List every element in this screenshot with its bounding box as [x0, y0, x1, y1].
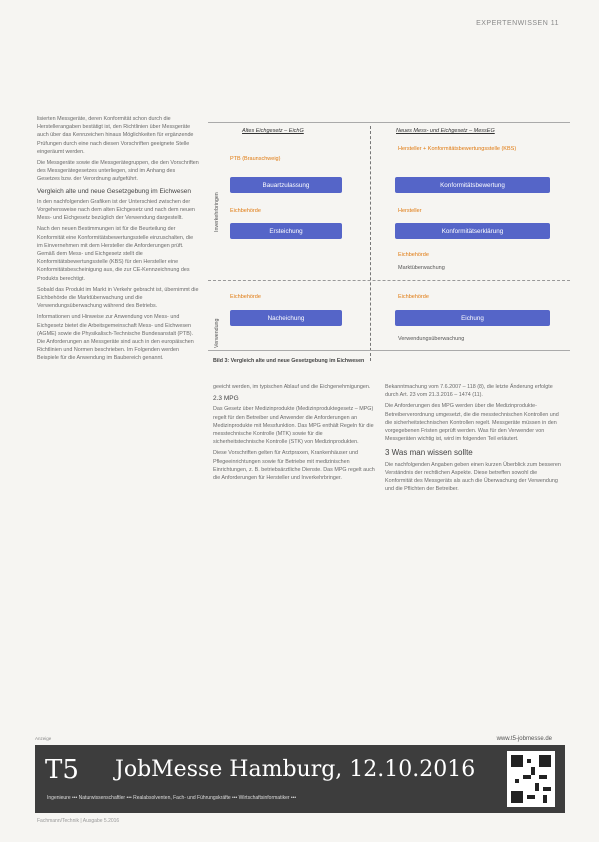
text-column-2	[213, 383, 375, 703]
marktueberwachung-label: Marktüberwachung	[398, 265, 445, 271]
eichbehoerde-label: Eichbehörde	[230, 208, 261, 214]
paragraph: Bekanntmachung vom 7.6.2007 – 118 (8), die letzte Änderung erfolgte durch Art. 23 vom 21.3.2016 – 1474 (11).	[385, 384, 553, 399]
qr-code-icon[interactable]	[507, 751, 555, 807]
eichbehoerde-label: Eichbehörde	[230, 294, 261, 300]
box-konformitaetserklaerung: Konformitätserklärung	[395, 223, 550, 239]
box-eichung: Eichung	[395, 310, 550, 326]
section-divider	[208, 280, 570, 281]
hersteller-kbs-label: Hersteller + Konformitätsbewertungsstelle (KBS)	[398, 146, 517, 152]
page-header: EXPERTENWISSEN 11	[476, 20, 559, 27]
section-heading: 2.3 MPG	[213, 395, 239, 403]
t5-logo: T5	[45, 755, 79, 785]
section-heading: Vergleich alte und neue Gesetzgebung im Eichwesen	[37, 187, 191, 195]
eichbehoerde-label: Eichbehörde	[398, 294, 429, 300]
ad-url[interactable]: www.t5-jobmesse.de	[496, 736, 552, 742]
label-verwendung: Verwendung	[214, 318, 220, 348]
right-heading: Neues Mess- und Eichgesetz – MessEG	[396, 128, 495, 134]
box-ersteichung: Ersteichung	[230, 223, 342, 239]
left-heading: Altes Eichgesetz – EichG	[242, 128, 304, 134]
text-column-1	[37, 115, 199, 705]
text-column-3	[385, 383, 561, 705]
diagram-bottom-line	[208, 350, 570, 351]
paragraph: geeicht werden, im typischen Ablauf und die Eichgenehmigungen.	[213, 384, 371, 390]
hersteller-label: Hersteller	[398, 208, 422, 214]
box-konformitaetsbewertung: Konformitätsbewertung	[395, 177, 550, 193]
paragraph: Nach den neuen Bestimmungen ist für die Beurteilung der Konformität eine Konformitätsbewertungsstelle einzuschalten, die im Einvernehmen mit dem Hersteller die Anforderungen prüft. Gemäß dem Mess- und Eichgesetz stellt die Konformitätsbewertungsstelle (KBS) für den Hersteller eine Konformitätsbescheinigung aus, die zur CE-Kennzeichnung des Produkts berechtigt.	[37, 226, 194, 282]
paragraph: Das Gesetz über Medizinprodukte (Medizinproduktegesetz – MPG) regelt für den Betreiber und Anwender die Anforderungen an Medizinprodukte mit Messfunktion. Das MPG enthält Regeln für die messtechnische Kontrolle (MTK) sowie für die sicherheitstechnische Kontrolle (STK) von Medizinprodukten.	[213, 406, 374, 446]
box-bauartzulassung: Bauartzulassung	[230, 177, 342, 193]
diagram-top-line	[208, 122, 570, 123]
label-inverkehrbringen: Inverkehrbringen	[214, 192, 220, 232]
ad-subtitle: Ingenieure ••• Naturwissenschaftler ••• Realabsolventen, Fach- und Führungskräfte ••• Wirtschaftsinformatiker •••	[47, 795, 297, 801]
paragraph: lisierten Messgeräte, deren Konformität schon durch die Herstellerangaben bestätigt ist, den Richtlinien über Messgeräte auch über das Kennzeichen hinaus Möglichkeiten für ergänzende Prüfungen durch eine nach diesen Vorschriften geeignete Stelle eingeräumt werden.	[37, 116, 194, 155]
eichbehoerde-label: Eichbehörde	[398, 252, 429, 258]
comparison-diagram	[208, 112, 570, 377]
figure-caption: Bild 3: Vergleich alte und neue Gesetzgebung im Eichwesen	[213, 358, 365, 364]
paragraph: Die Anforderungen des MPG werden über die Medizinprodukte-Betreiberverordnung umgesetzt, die die messtechnischen Kontrollen und die sicherheitstechnischen Kontrollen regelt. Messgeräte müssen in den vorgegebenen Fristen geprüft werden. Was für den Verwender von Messgeräten wichtig ist, wird im folgenden Teil erläutert.	[385, 403, 559, 443]
center-divider	[370, 126, 371, 361]
page-footer: Fachmann/Technik | Ausgabe 5.2016	[37, 818, 120, 824]
paragraph: Diese Vorschriften gelten für Arztpraxen, Krankenhäuser und Pflegeeinrichtungen sowie für Betriebe mit medizinischen Einrichtungen, z. B. betriebsärztliche Dienste. Das MPG regelt auch die Anforderungen für Hersteller und Inverkehrbringer.	[213, 450, 375, 482]
paragraph: Sobald das Produkt im Markt in Verkehr gebracht ist, übernimmt die Eichbehörde die Marktüberwachung und die Verwendungsüberwachung während des Betriebs.	[37, 286, 199, 310]
paragraph: Die nachfolgenden Angaben geben einen kurzen Überblick zum besseren Verständnis der rechtlichen Aspekte. Diese betreffen sowohl die Konformität des Messgeräts als auch die Überwachung der Verwendung und die Pflichten der Betreiber.	[385, 461, 561, 493]
ad-title: JobMesse Hamburg, 12.10.2016	[115, 757, 476, 782]
ad-label: Anzeige	[35, 736, 52, 741]
section-heading: 3 Was man wissen sollte	[385, 448, 473, 458]
verwendungsueberwachung-label: Verwendungsüberwachung	[398, 336, 465, 342]
box-nacheichung: Nacheichung	[230, 310, 342, 326]
ptb-label: PTB (Braunschweig)	[230, 156, 281, 162]
paragraph: In den nachfolgenden Grafiken ist der Unterschied zwischen der Vorgehensweise nach dem alten Eichgesetz und nach dem neuen Mess- und Eichgesetz bezüglich der Verwendung dargestellt.	[37, 198, 195, 222]
paragraph: Informationen und Hinweise zur Anwendung von Mess- und Eichgesetz bietet die Arbeitsgemeinschaft Mess- und Eichwesen (AGME) sowie die Physikalisch-Technische Bundesanstalt (PTB). Die Anforderungen an Messgeräte sind auch in den europäischen Richtlinien und Normen beschrieben. Im Folgenden werden Beispiele für die Anwendung im Baubereich genannt.	[37, 314, 194, 362]
paragraph: Die Messgeräte sowie die Messgerätegruppen, die den Vorschriften des Messgerätegesetzes unterliegen, sind im Anhang des Gesetzes bzw. der Verordnung aufgeführt.	[37, 160, 199, 183]
